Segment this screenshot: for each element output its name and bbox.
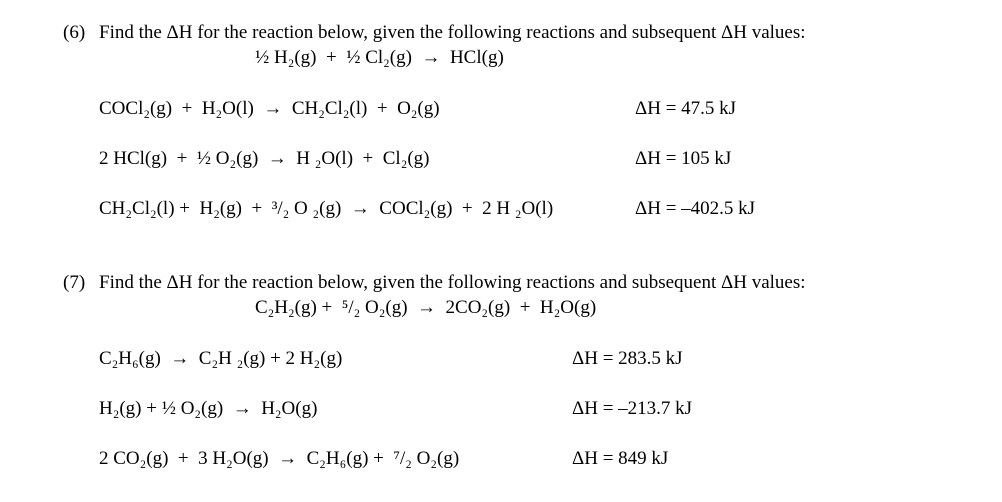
problem-6-enthalpy-3: ΔH = –402.5 kJ (635, 198, 756, 219)
problem-6-reaction-2: 2 HCl(g) + ½ O₂(g) → H ₂O(l) + Cl₂(g) (99, 148, 430, 169)
problem-7-enthalpy-1: ΔH = 283.5 kJ (572, 348, 683, 369)
problem-6-reaction-3: CH₂Cl₂(l) + H₂(g) + ³/₂ O ₂(g) → COCl₂(g) + 2 H ₂O(l) (99, 198, 554, 219)
problem-7-enthalpy-2: ΔH = –213.7 kJ (572, 398, 693, 419)
problem-6-target-reaction: ½ H₂(g) + ½ Cl₂(g) → HCl(g) (255, 47, 504, 68)
problem-6-number: (6) (63, 22, 86, 43)
problem-6-enthalpy-2: ΔH = 105 kJ (635, 148, 732, 169)
problem-6-reaction-1: COCl₂(g) + H₂O(l) → CH₂Cl₂(l) + O₂(g) (99, 98, 440, 119)
problem-7-prompt: Find the ΔH for the reaction below, given the following reactions and subsequent ΔH values: (99, 272, 806, 293)
problem-7-reaction-1: C₂H₆(g) → C₂H ₂(g) + 2 H₂(g) (99, 348, 343, 369)
problem-7-reaction-3: 2 CO₂(g) + 3 H₂O(g) → C₂H₆(g) + ⁷/₂ O₂(g) (99, 448, 460, 469)
problem-6-prompt: Find the ΔH for the reaction below, given the following reactions and subsequent ΔH values: (99, 22, 806, 43)
problem-7-reaction-2: H₂(g) + ½ O₂(g) → H₂O(g) (99, 398, 318, 419)
problem-7-number: (7) (63, 272, 86, 293)
problem-6-enthalpy-1: ΔH = 47.5 kJ (635, 98, 737, 119)
problem-7-enthalpy-3: ΔH = 849 kJ (572, 448, 669, 469)
problem-7-target-reaction: C₂H₂(g) + ⁵/₂ O₂(g) → 2CO₂(g) + H₂O(g) (255, 297, 597, 318)
